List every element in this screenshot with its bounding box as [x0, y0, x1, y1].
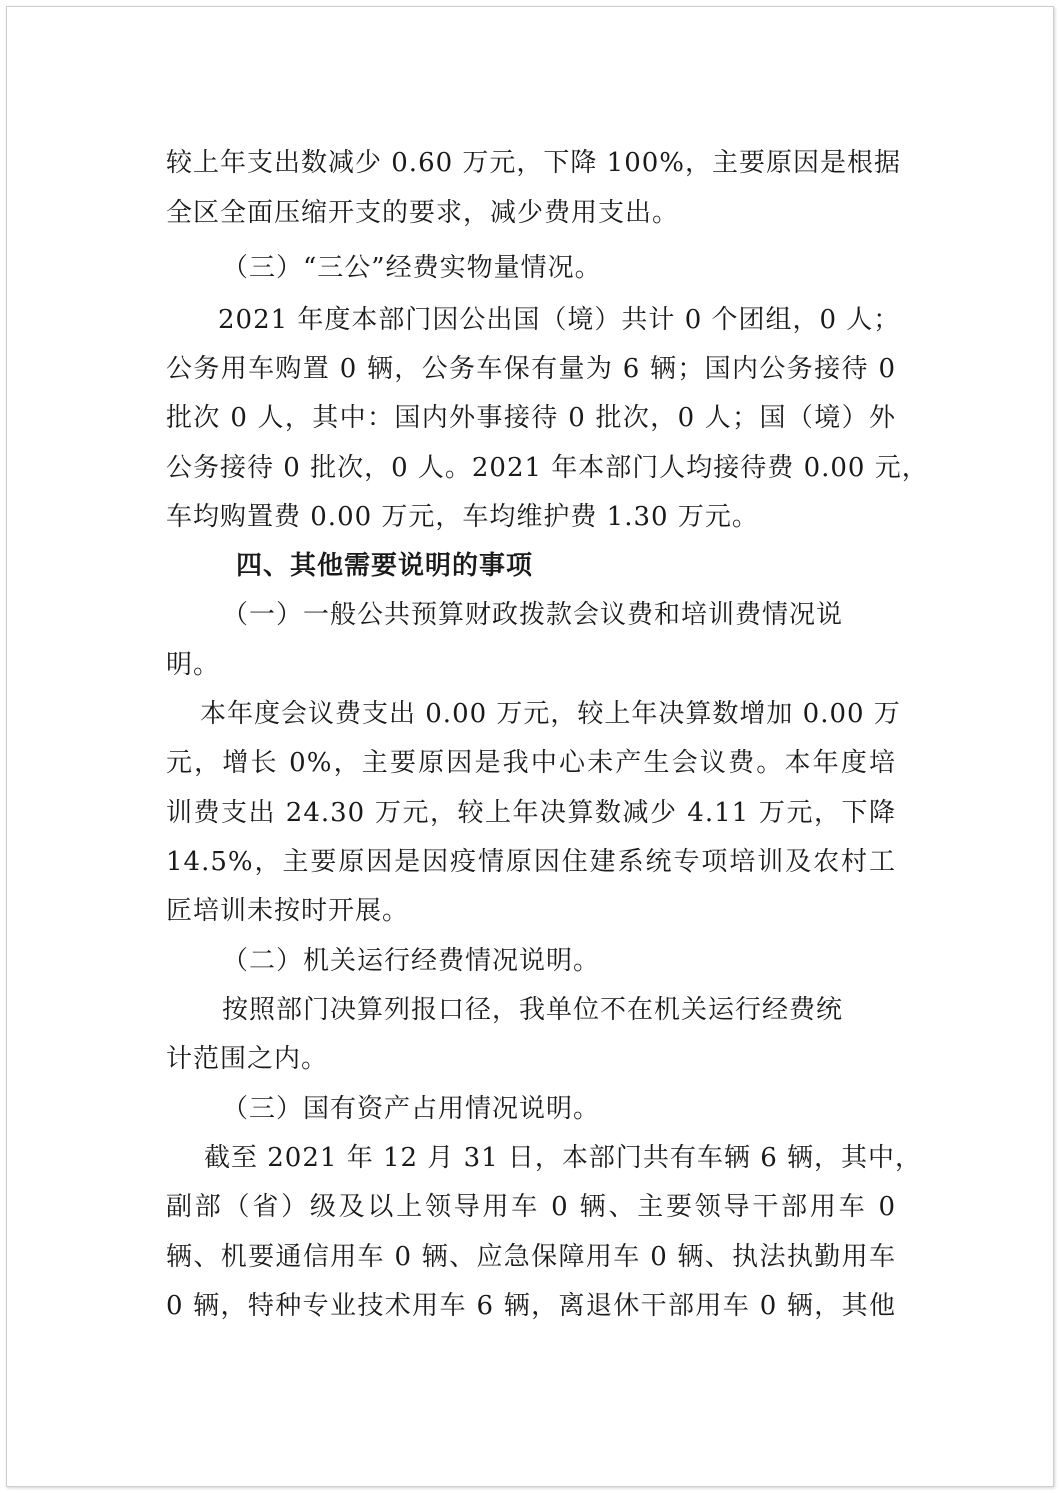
- text-line-4: 2021 年度本部门因公出国（境）共计 0 个团组，0 人；: [218, 305, 901, 335]
- section-heading-four: 四、其他需要说明的事项: [236, 551, 534, 581]
- subheading-meeting-training: （一）一般公共预算财政拨款会议费和培训费情况说: [222, 600, 844, 630]
- text-line-7: 公务接待 0 批次，0 人。2021 年本部门人均接待费 0.00 元，: [166, 453, 929, 483]
- text-line-6: 批次 0 人，其中：国内外事接待 0 批次，0 人；国（境）外: [166, 403, 896, 433]
- text-line-24: 0 辆，特种专业技术用车 6 辆，离退休干部用车 0 辆，其他: [166, 1291, 896, 1321]
- text-line-23: 辆、机要通信用车 0 辆、应急保障用车 0 辆、执法执勤用车: [166, 1242, 896, 1272]
- text-line-13: 元，增长 0%，主要原因是我中心未产生会议费。本年度培: [166, 748, 896, 778]
- text-line-18: 按照部门决算列报口径，我单位不在机关运行经费统: [222, 995, 844, 1025]
- subheading-operating-expenses: （二）机关运行经费情况说明。: [222, 946, 601, 976]
- section-heading-three-public: （三）“三公”经费实物量情况。: [222, 253, 602, 283]
- text-line-15: 14.5%，主要原因是因疫情原因住建系统专项培训及农村工: [166, 847, 896, 877]
- text-line-1: 较上年支出数减少 0.60 万元，下降 100%，主要原因是根据: [166, 148, 902, 178]
- subheading-state-assets: （三）国有资产占用情况说明。: [222, 1094, 601, 1124]
- text-line-22: 副部（省）级及以上领导用车 0 辆、主要领导干部用车 0: [166, 1192, 896, 1222]
- text-line-14: 训费支出 24.30 万元，较上年决算数减少 4.11 万元，下降: [166, 798, 896, 828]
- text-line-11: 明。: [166, 650, 221, 680]
- text-line-5: 公务用车购置 0 辆，公务车保有量为 6 辆；国内公务接待 0: [166, 354, 896, 384]
- text-line-16: 匠培训未按时开展。: [166, 896, 410, 926]
- text-line-21: 截至 2021 年 12 月 31 日，本部门共有车辆 6 辆，其中，: [204, 1143, 922, 1173]
- text-line-12: 本年度会议费支出 0.00 万元，较上年决算数增加 0.00 万: [200, 699, 901, 729]
- text-line-19: 计范围之内。: [166, 1044, 329, 1074]
- text-line-8: 车均购置费 0.00 万元，车均维护费 1.30 万元。: [166, 502, 759, 532]
- text-line-2: 全区全面压缩开支的要求，减少费用支出。: [166, 198, 680, 228]
